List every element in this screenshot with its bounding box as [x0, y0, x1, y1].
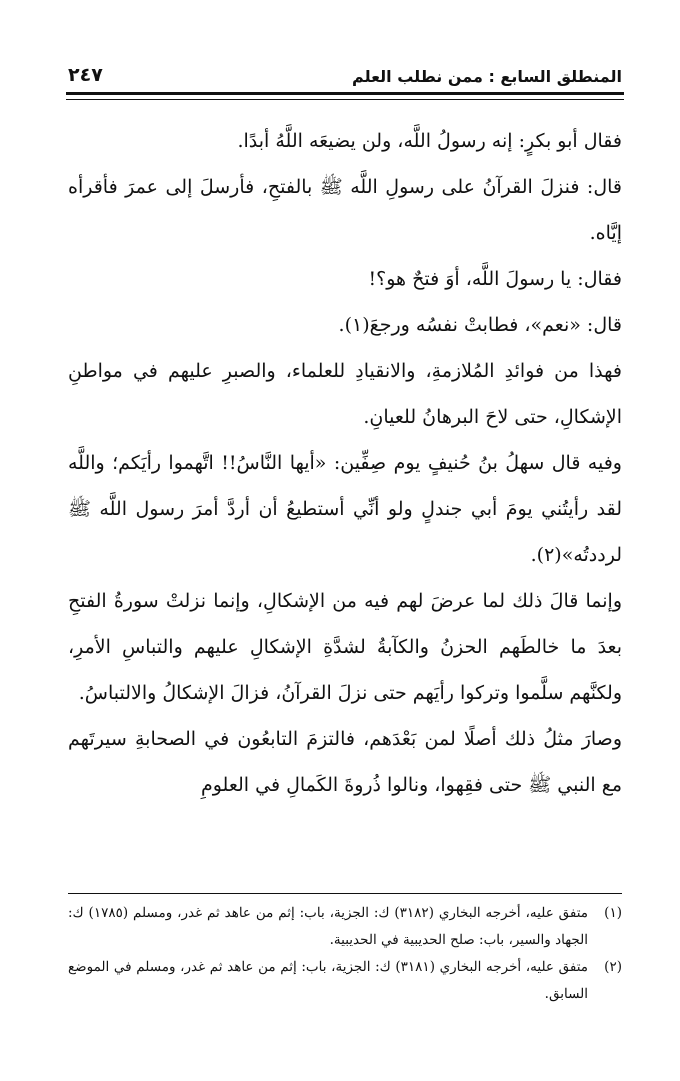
footnote	[68, 954, 622, 1008]
paragraph: فهذا من فوائدِ المُلازمةِ، والانقيادِ للعلماء، والصبرِ عليهم في مواطنِ الإشكالِ، حتى لاحَ البرهانُ للعيانِ.	[68, 360, 622, 428]
paragraph: قال: فنزلَ القرآنُ على رسولِ اللَّه ﷺ بالفتحِ، فأرسلَ إلى عمرَ فأقرأه إيَّاه.	[68, 176, 622, 244]
page-header	[68, 56, 622, 86]
footnote-number: (٢)	[604, 959, 622, 975]
footnote-text: متفق عليه، أخرجه البخاري (٣١٨٢) ك: الجزية، باب: إثم من عاهد ثم غدر، ومسلم (١٧٨٥) ك: الجهاد والسير، باب: صلح الحديبية في الحديبية.	[68, 905, 589, 948]
footnote-text: متفق عليه، أخرجه البخاري (٣١٨١) ك: الجزية، باب: إثم من عاهد ثم غدر، ومسلم في الموضع السابق.	[68, 959, 589, 1002]
main-text	[68, 118, 622, 808]
page-number: ٢٤٧	[68, 64, 103, 86]
paragraph: فقال: يا رسولَ اللَّه، أوَ فتحٌ هو؟!	[368, 268, 622, 290]
paragraph: فقال أبو بكرٍ: إنه رسولُ اللَّه، ولن يضيعَه اللَّهُ أبدًا.	[237, 130, 622, 152]
running-title: المنطلق السابع : ممن نطلب العلم	[352, 67, 622, 86]
paragraph: وإنما قالَ ذلك لما عرضَ لهم فيه من الإشكالِ، وإنما نزلتْ سورةُ الفتحِ بعدَ ما خالطَهم الحزنُ والكآبةُ لشدَّةِ الإشكالِ عليهم والتباسِ الأمرِ، ولكنَّهم سلَّموا وتركوا رأيَهم حتى نزلَ القرآنُ، فزالَ الإشكالُ والالتباسُ.	[68, 590, 622, 704]
footnotes	[68, 900, 622, 1008]
paragraph: وفيه قال سهلُ بنُ حُنيفٍ يوم صِفِّين: «أيها النَّاسُ!! اتَّهموا رأيَكم؛ واللَّه لقد رأيتُني يومَ أبي جندلٍ ولو أنِّي أستطيعُ أن أردَّ أمرَ رسول اللَّه ﷺ لرددتُه»(٢).	[68, 452, 622, 566]
header-rule-thin	[66, 99, 624, 100]
paragraph: قال: «نعم»، فطابتْ نفسُه ورجعَ(١).	[338, 314, 622, 336]
header-rule-thick	[66, 92, 624, 95]
footnote-number: (١)	[604, 905, 622, 921]
footnote-separator	[68, 893, 622, 894]
footnote	[68, 900, 622, 954]
paragraph: وصارَ مثلُ ذلك أصلًا لمن بَعْدَهم، فالتزمَ التابعُون في الصحابةِ سيرتَهم مع النبي ﷺ حتى فقِهوا، ونالوا ذُروةَ الكَمالِ في العلومِ	[68, 728, 622, 796]
